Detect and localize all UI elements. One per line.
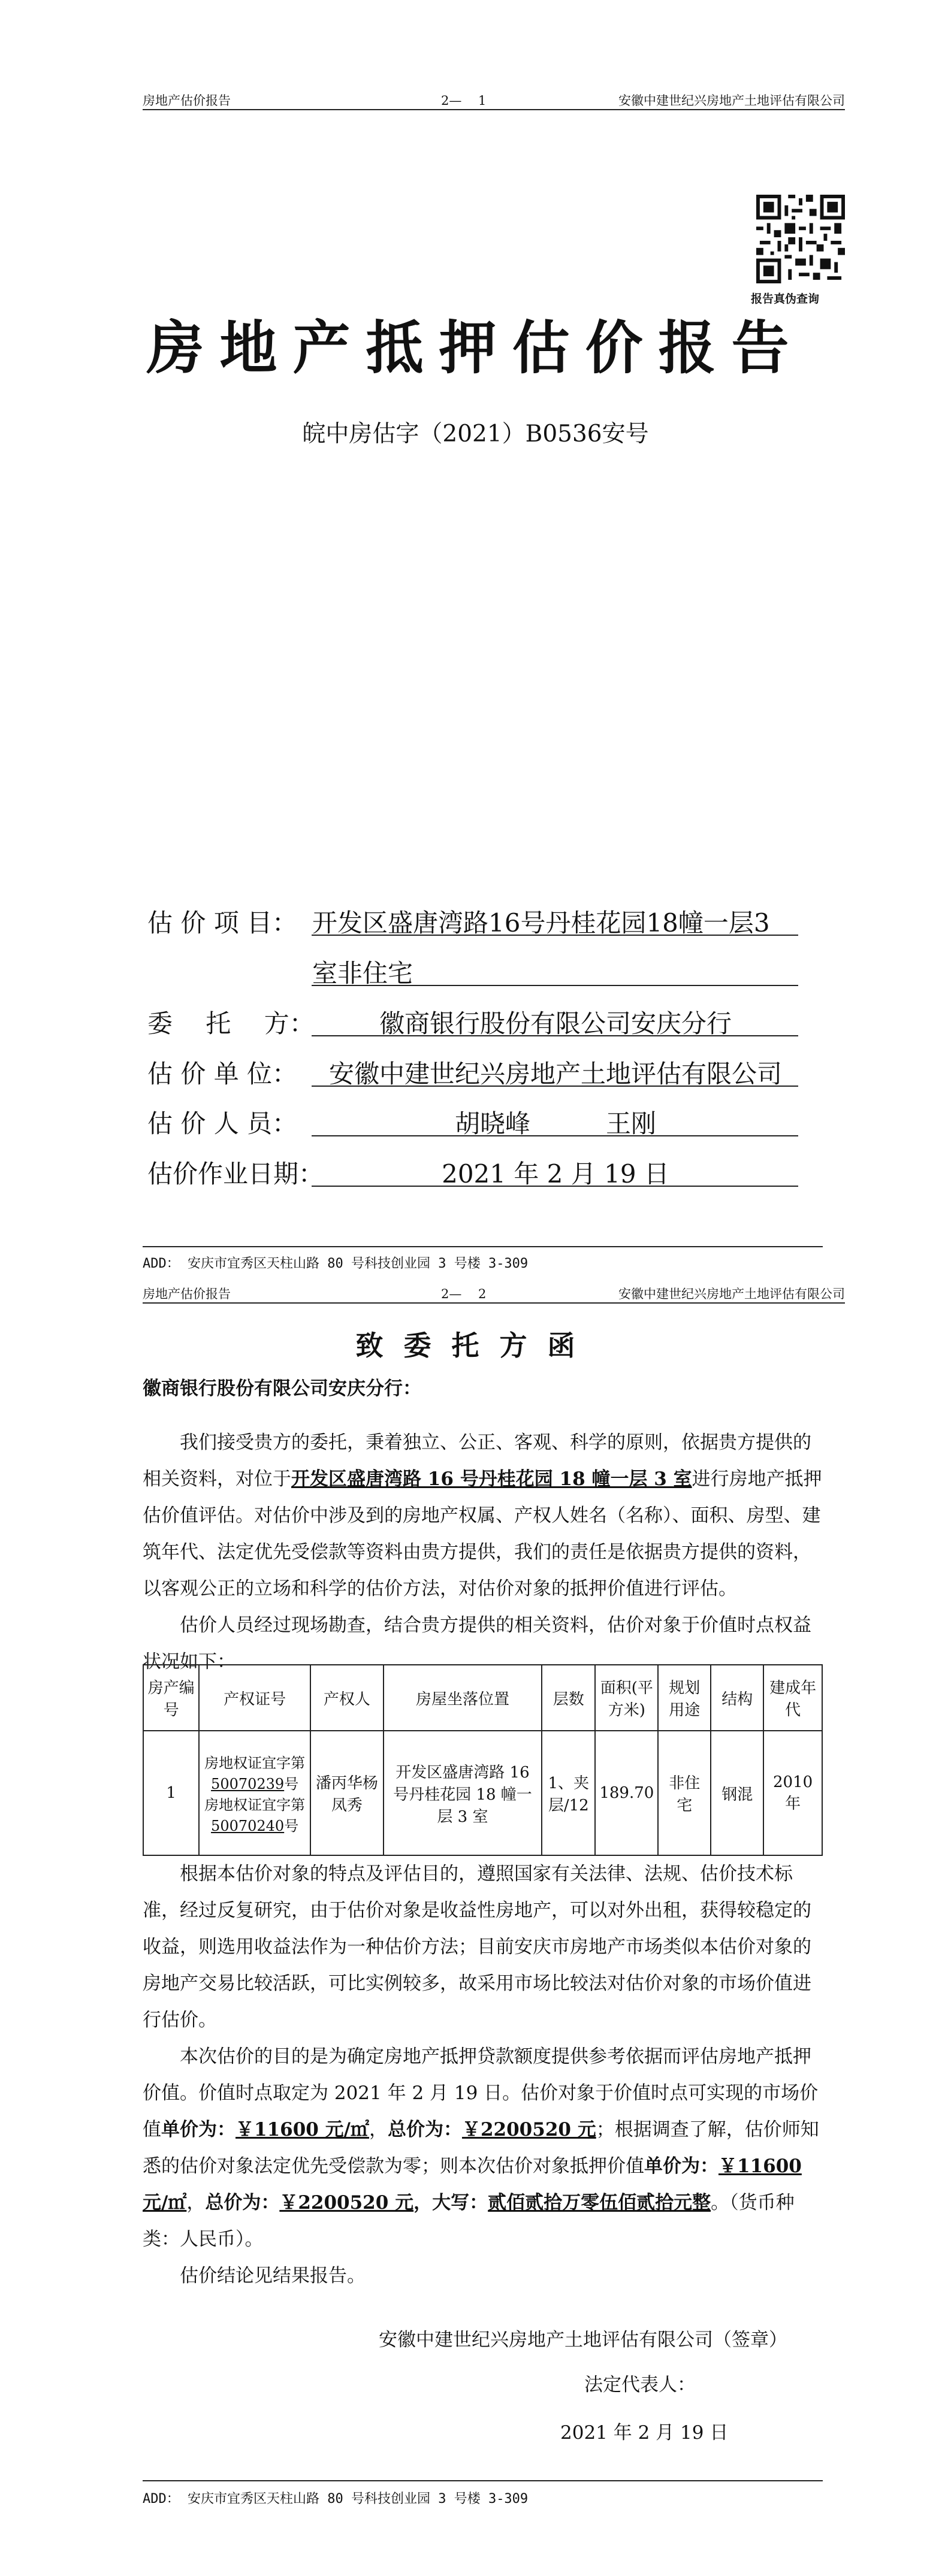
page2-header	[143, 1282, 845, 1304]
table-header-row	[143, 1665, 822, 1731]
report-number: 皖中房估字（2021）B0536安号	[302, 421, 649, 448]
field-value: 室非住宅	[312, 959, 413, 988]
letter-body-2: 估价人员经过现场勘查，结合贵方提供的相关资料，估价对象于价值时点权益状况如下：	[143, 1614, 811, 1673]
field-underline	[312, 1035, 798, 1036]
market-total-price: ￥2200520 元	[461, 2119, 596, 2140]
header-company: 安徽中建世纪兴房地产土地评估有限公司	[618, 93, 845, 108]
addressee: 徽商银行股份有限公司安庆分行：	[143, 1378, 421, 1399]
amount-in-words: 贰佰贰拾万零伍佰贰拾元整	[488, 2192, 711, 2214]
page2-footer: ADD： 安庆市宜秀区天柱山路 80 号科技创业园 3 号楼 3-309	[143, 2492, 529, 2507]
cell-location: 开发区盛唐湾路 16 号丹桂花园 18 幢一层 3 室	[384, 1731, 542, 1855]
field-label: 估 价 项 目：	[147, 908, 298, 938]
field-value: 安徽中建世纪兴房地产土地评估有限公司	[328, 1059, 782, 1089]
field-value: 徽商银行股份有限公司安庆分行	[379, 1009, 732, 1038]
cell-owner: 潘丙华杨凤秀	[310, 1731, 384, 1855]
header-page-number: 2— 2	[441, 1287, 487, 1301]
property-address: 开发区盛唐湾路 16 号丹桂花园 18 幢一层 3 室	[291, 1468, 692, 1490]
cell-cert: 房地权证宜字第50070239号 房地权证宜字第50070240号	[199, 1731, 310, 1855]
signature-representative: 法定代表人：	[584, 2374, 696, 2396]
field-value: 2021 年 2 月 19 日	[442, 1159, 669, 1189]
field-underline	[312, 985, 798, 986]
footer-rule	[143, 2480, 823, 2481]
property-table	[143, 1664, 823, 1856]
table-header: 结构	[711, 1665, 763, 1731]
header-left: 房地产估价报告	[143, 1287, 231, 1301]
footer-rule	[143, 1246, 823, 1247]
table-header: 面积(平方米)	[595, 1665, 658, 1731]
letter-body-5: 估价结论见结果报告。	[180, 2265, 366, 2287]
header-page-number: 2— 1	[441, 93, 487, 108]
signature-date: 2021 年 2 月 19 日	[560, 2422, 729, 2444]
qr-code-icon[interactable]	[756, 195, 845, 283]
field-underline	[312, 1135, 798, 1136]
cell-area: 189.70	[595, 1731, 658, 1855]
cell-floors: 1、夹层/12	[542, 1731, 595, 1855]
field-value: 胡晓峰 王刚	[454, 1109, 656, 1138]
cell-no: 1	[143, 1731, 199, 1855]
field-label: 估 价 人 员：	[147, 1109, 298, 1138]
cell-use: 非住宅	[658, 1731, 711, 1855]
table-header: 产权人	[310, 1665, 384, 1731]
cell-year: 2010 年	[763, 1731, 822, 1855]
table-header: 建成年代	[763, 1665, 822, 1731]
cell-structure: 钢混	[711, 1731, 763, 1855]
letter-body-1: 我们接受贵方的委托，秉着独立、公正、客观、科学的原则，依据贵方提供的相关资料，对位于开发区盛唐湾路 16 号丹桂花园 18 幢一层 3 室进行房地产抵押估价值评估。对估价中涉及到的房地产权属、产权人姓名（名称）、面积、房型、建筑年代、法定优先受偿款等资料由贵方提供，我们的责任是依据贵方提供的资料，以客观公正的立场和科学的估价方法，对估价对象的抵押价值进行评估。 估价人员经过现场勘查，结合贵方提供的相关资料，估价对象于价值时点权益状况如下：	[143, 1425, 823, 1680]
page1-footer: ADD： 安庆市宜秀区天柱山路 80 号科技创业园 3 号楼 3-309	[143, 1256, 529, 1271]
field-label: 估 价 单 位：	[147, 1059, 298, 1089]
table-header: 房产编号	[143, 1665, 199, 1731]
signature-company: 安徽中建世纪兴房地产土地评估有限公司（签章）	[379, 2329, 787, 2351]
page1-header	[143, 89, 845, 110]
table-header: 房屋坐落位置	[384, 1665, 542, 1731]
table-header: 层数	[542, 1665, 595, 1731]
header-company: 安徽中建世纪兴房地产土地评估有限公司	[618, 1287, 845, 1301]
letter-body-3: 根据本估价对象的特点及评估目的，遵照国家有关法律、法规、估价技术标准，经过反复研究，由于估价对象是收益性房地产，可以对外出租，获得较稳定的收益，则选用收益法作为一种估价方法；目前安庆市房地产市场类似本估价对象的房地产交易比较活跃，可比实例较多，故采用市场比较法对估价对象的市场价值进行估价。 本次估价的目的是为确定房地产抵押贷款额度提供参考依据而评估房地产抵押价值。价值时点取定为 2021 年 2 月 19 日。估价对象于价值时点可实现的市场价值单价为：￥11600 元/㎡，总价为：￥2200520 元；根据调查了解，估价师知悉的估价对象法定优先受偿款为零；则本次估价对象抵押价值单价为：￥11600 元/㎡，总价为：￥2200520 元，大写：贰佰贰拾万零伍佰贰拾元整。（货币种类：人民币）。 估价结论见结果报告。	[143, 1856, 823, 2294]
letter-body-4: 本次估价的目的是为确定房地产抵押贷款额度提供参考依据而评估房地产抵押价值。价值时点取定为 2021 年 2 月 19 日。估价对象于价值时点可实现的市场价值单价为：￥11600 元/㎡，总价为：￥2200520 元；根据调查了解，估价师知悉的估价对象法定优先受偿款为零；则本次估价对象抵押价值单价为：￥11600 元/㎡，总价为：￥2200520 元，大写：贰佰贰拾万零伍佰贰拾元整。（货币种类：人民币）。	[143, 2046, 819, 2250]
table-row	[143, 1731, 822, 1855]
field-label: 委 托 方：	[147, 1009, 315, 1038]
market-unit-price: ￥11600 元/㎡	[236, 2119, 369, 2140]
field-label: 估价作业日期：	[147, 1159, 324, 1189]
mortgage-total-price: ￥2200520 元	[279, 2192, 414, 2214]
header-left: 房地产估价报告	[143, 93, 231, 108]
table-header: 产权证号	[199, 1665, 310, 1731]
mortgage-unit-price: ￥11600 元/㎡	[143, 2155, 802, 2214]
field-value: 开发区盛唐湾路16号丹桂花园18幢一层3	[312, 908, 770, 938]
field-underline	[312, 1186, 798, 1187]
report-title: 房地产抵押估价报告	[146, 314, 805, 382]
letter-title: 致委托方函	[355, 1329, 596, 1362]
table-header: 规划用途	[658, 1665, 711, 1731]
qr-label: 报告真伪查询	[751, 292, 820, 306]
field-underline	[312, 935, 798, 936]
field-underline	[312, 1086, 798, 1087]
